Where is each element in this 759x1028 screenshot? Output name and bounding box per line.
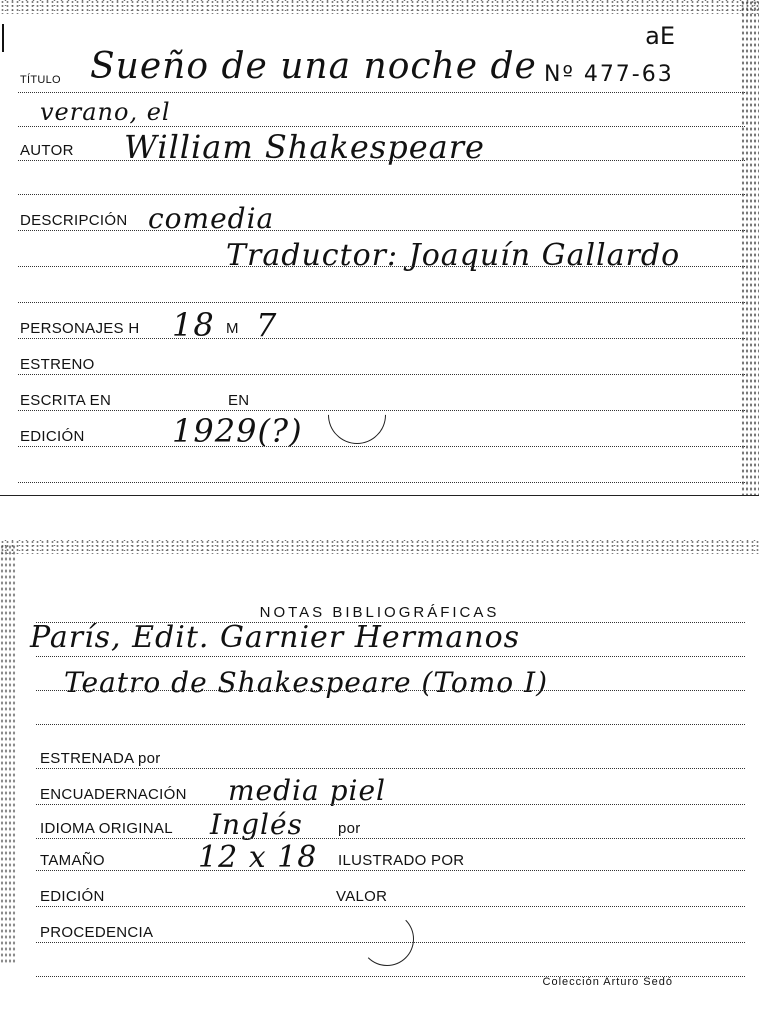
por-label: por xyxy=(338,820,361,837)
tamano-value: 12 x 18 xyxy=(198,840,318,875)
row-line xyxy=(18,338,745,339)
personajes-h-value: 18 xyxy=(172,306,215,344)
row-line xyxy=(36,838,745,839)
edicion-value: 1929(?) xyxy=(172,412,303,450)
stamp-arc xyxy=(316,374,398,456)
row-line xyxy=(36,804,745,805)
row-line xyxy=(18,446,745,447)
encuadernacion-label: ENCUADERNACIÓN xyxy=(40,786,187,803)
personajes-label: PERSONAJES H xyxy=(20,320,140,337)
row-line xyxy=(36,690,745,691)
titulo-value-continued: verano, el xyxy=(40,98,171,126)
idioma-label: IDIOMA ORIGINAL xyxy=(40,820,173,837)
row-line xyxy=(18,482,745,483)
catalog-card-top xyxy=(0,0,759,496)
edicion-label: EDICIÓN xyxy=(40,888,105,905)
descripcion-value: comedia xyxy=(148,202,275,235)
autor-label: AUTOR xyxy=(20,142,74,159)
catalog-card-bottom xyxy=(0,536,759,1016)
note-line-2: Teatro de Shakespeare (Tomo I) xyxy=(64,666,548,699)
corner-mark: aE xyxy=(645,22,675,50)
row-line xyxy=(18,126,745,127)
card-top-edge xyxy=(0,0,759,14)
numero-value: Nº 477-63 xyxy=(544,62,674,87)
row-line xyxy=(18,230,745,231)
card-top-edge xyxy=(0,540,759,554)
note-line-1: París, Edit. Garnier Hermanos xyxy=(30,620,521,655)
stamp-arc xyxy=(360,912,414,966)
card-right-edge xyxy=(741,0,759,496)
personajes-m-label: M xyxy=(226,320,239,337)
ilustrado-label: ILUSTRADO POR xyxy=(338,852,465,869)
row-line xyxy=(36,870,745,871)
edicion-label: EDICIÓN xyxy=(20,428,85,445)
titulo-value: Sueño de una noche de xyxy=(90,46,537,87)
autor-value: William Shakespeare xyxy=(124,128,485,166)
row-line xyxy=(18,302,745,303)
collection-credit: Colección Arturo Sedó xyxy=(542,976,673,988)
row-line xyxy=(36,656,745,657)
left-edge-mark xyxy=(2,24,4,52)
card-bottom-border xyxy=(0,495,759,497)
descripcion-label: DESCRIPCIÓN xyxy=(20,212,128,229)
row-line xyxy=(18,92,745,93)
estrenada-label: ESTRENADA por xyxy=(40,750,161,767)
idioma-value: Inglés xyxy=(210,808,303,841)
row-line xyxy=(36,768,745,769)
row-line xyxy=(18,194,745,195)
tamano-label: TAMAÑO xyxy=(40,852,105,869)
en-label: EN xyxy=(228,392,250,409)
procedencia-label: PROCEDENCIA xyxy=(40,924,154,941)
personajes-m-value: 7 xyxy=(256,306,278,344)
row-line xyxy=(18,160,745,161)
row-line xyxy=(18,374,745,375)
encuadernacion-value: media piel xyxy=(228,774,386,807)
estreno-label: ESTRENO xyxy=(20,356,95,373)
valor-label: VALOR xyxy=(336,888,388,905)
row-line xyxy=(36,906,745,907)
row-line xyxy=(36,942,745,943)
row-line xyxy=(36,724,745,725)
row-line xyxy=(18,266,745,267)
notas-heading: NOTAS BIBLIOGRÁFICAS xyxy=(259,604,500,621)
traductor-value: Traductor: Joaquín Gallardo xyxy=(226,238,681,273)
titulo-label: TÍTULO xyxy=(20,74,61,86)
escrita-en-label: ESCRITA EN xyxy=(20,392,112,409)
